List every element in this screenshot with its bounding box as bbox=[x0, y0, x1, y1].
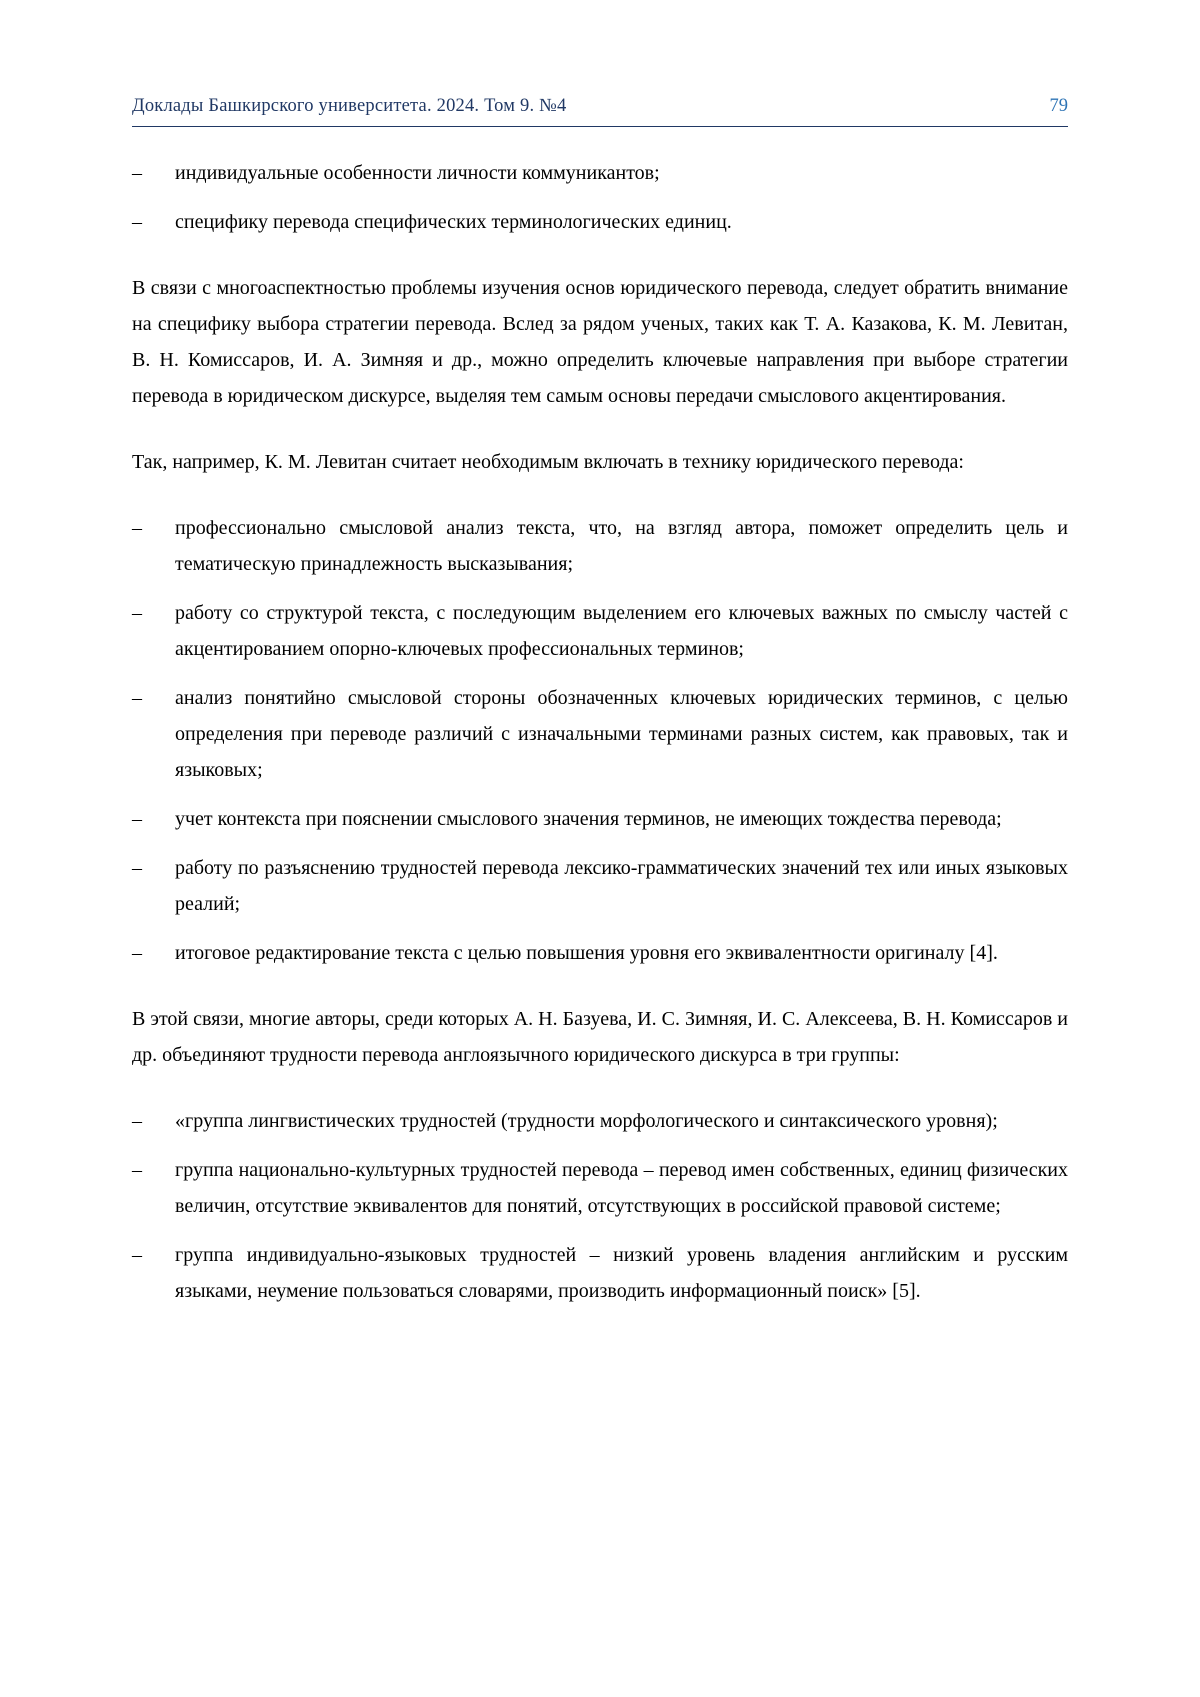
list-item bbox=[132, 155, 1068, 191]
list-item-text: «группа лингвистических трудностей (трудности морфологического и синтаксического уровня); bbox=[175, 1110, 998, 1132]
list-dash-marker: – bbox=[132, 808, 142, 830]
list-dash-marker: – bbox=[132, 687, 142, 709]
list-item-text: анализ понятийно смысловой стороны обозначенных ключевых юридических терминов, с целью определения при переводе различий с изначальными терминами разных систем, как правовых, так и языковых; bbox=[175, 687, 1068, 781]
list-dash-marker: – bbox=[132, 517, 142, 539]
page-header bbox=[132, 96, 1068, 127]
paragraph-levitan-intro: Так, например, К. М. Левитан считает необходимым включать в технику юридического перевода: bbox=[132, 451, 964, 473]
list-item bbox=[132, 1237, 1068, 1309]
list-item-text: итоговое редактирование текста с целью повышения уровня его эквивалентности оригиналу [4]. bbox=[175, 942, 998, 964]
list-item-text: специфику перевода специфических терминологических единиц. bbox=[175, 211, 732, 233]
paragraph-groups-intro: В этой связи, многие авторы, среди которых А. Н. Базуева, И. С. Зимняя, И. С. Алексеева, В. Н. Комиссаров и др. объединяют трудности перевода англоязычного юридического дискурса в три группы: bbox=[132, 1008, 1068, 1066]
bullet-list-levitan bbox=[132, 510, 1068, 971]
bullet-list-top bbox=[132, 155, 1068, 240]
list-item bbox=[132, 850, 1068, 922]
list-dash-marker: – bbox=[132, 162, 142, 184]
paragraph-strategy: В связи с многоаспектностью проблемы изучения основ юридического перевода, следует обратить внимание на специфику выбора стратегии перевода. Вслед за рядом ученых, таких как Т. А. Казакова, К. М. Левитан, В. Н. Комиссаров, И. А. Зимняя и др., можно определить ключевые направления при выборе стратегии перевода в юридическом дискурсе, выделяя тем самым основы передачи смыслового акцентирования. bbox=[132, 277, 1068, 407]
journal-title: Доклады Башкирского университета. 2024. Том 9. №4 bbox=[132, 96, 567, 116]
list-item-text: группа индивидуально-языковых трудностей – низкий уровень владения английским и русским языками, неумение пользоваться словарями, производить информационный поиск» [5]. bbox=[175, 1244, 1068, 1302]
list-item bbox=[132, 1152, 1068, 1224]
list-item bbox=[132, 801, 1068, 837]
list-item bbox=[132, 935, 1068, 971]
list-item bbox=[132, 595, 1068, 667]
list-item-text: группа национально-культурных трудностей перевода – перевод имен собственных, единиц физических величин, отсутствие эквивалентов для понятий, отсутствующих в российской правовой системе; bbox=[175, 1159, 1068, 1217]
list-dash-marker: – bbox=[132, 211, 142, 233]
list-dash-marker: – bbox=[132, 1244, 142, 1266]
list-item-text: работу со структурой текста, с последующим выделением его ключевых важных по смыслу частей с акцентированием опорно-ключевых профессиональных терминов; bbox=[175, 602, 1068, 660]
list-item-text: индивидуальные особенности личности коммуникантов; bbox=[175, 162, 660, 184]
list-item-text: профессионально смысловой анализ текста, что, на взгляд автора, поможет определить цель и тематическую принадлежность высказывания; bbox=[175, 517, 1068, 575]
list-item bbox=[132, 510, 1068, 582]
list-item bbox=[132, 1103, 1068, 1139]
page-number: 79 bbox=[1049, 96, 1068, 116]
list-dash-marker: – bbox=[132, 1159, 142, 1181]
list-dash-marker: – bbox=[132, 1110, 142, 1132]
list-dash-marker: – bbox=[132, 857, 142, 879]
page-body bbox=[132, 155, 1068, 1309]
list-item bbox=[132, 680, 1068, 788]
list-item-text: работу по разъяснению трудностей перевода лексико-грамматических значений тех или иных языковых реалий; bbox=[175, 857, 1068, 915]
list-dash-marker: – bbox=[132, 602, 142, 624]
list-dash-marker: – bbox=[132, 942, 142, 964]
bullet-list-groups bbox=[132, 1103, 1068, 1309]
list-item bbox=[132, 204, 1068, 240]
list-item-text: учет контекста при пояснении смыслового значения терминов, не имеющих тождества перевода; bbox=[175, 808, 1002, 830]
